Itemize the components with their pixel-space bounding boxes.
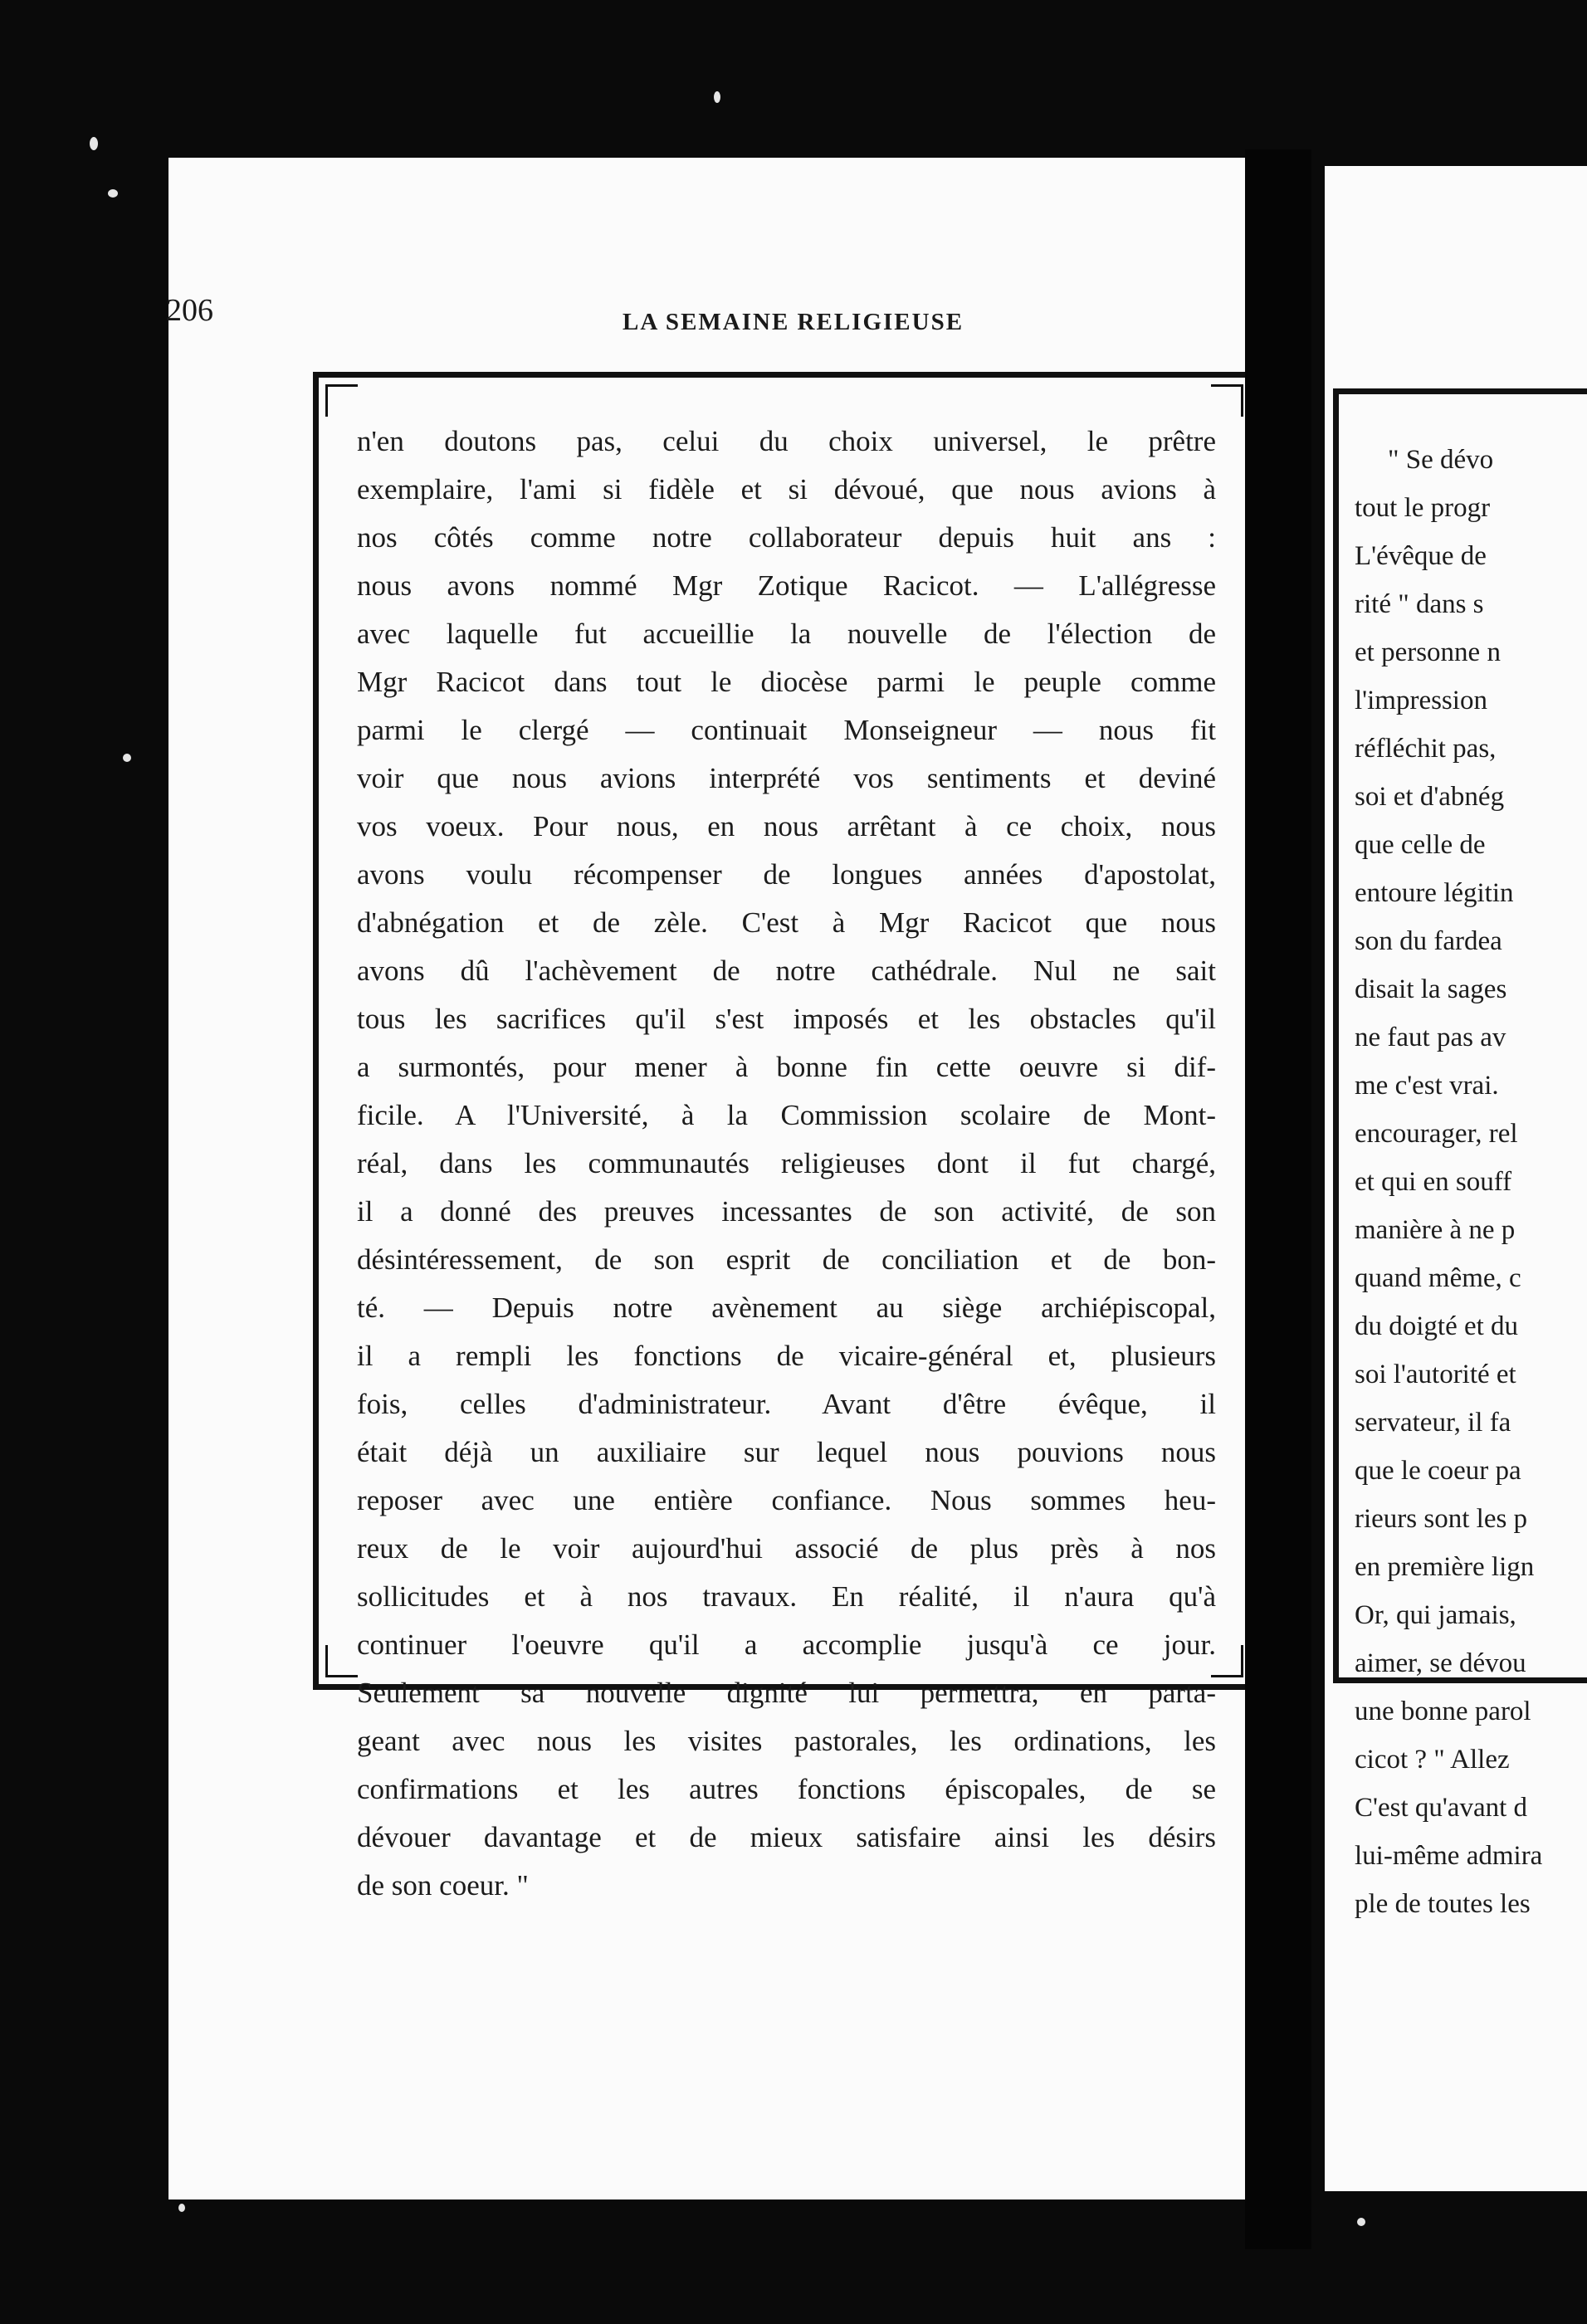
scan-speck <box>178 2204 185 2212</box>
text-line: reux de le voir aujourd'hui associé de plus près à nos <box>357 1532 1216 1565</box>
text-line: geant avec nous les visites pastorales, les ordinations, les <box>357 1725 1216 1757</box>
text-line: il a rempli les fonctions de vicaire-général et, plusieurs <box>357 1340 1216 1372</box>
text-line: ne faut pas av <box>1355 1023 1506 1052</box>
text-line: une bonne parol <box>1355 1697 1531 1726</box>
text-line: confirmations et les autres fonctions épiscopales, de se <box>357 1773 1216 1805</box>
text-line: réfléchit pas, <box>1355 734 1497 764</box>
text-line: et personne n <box>1355 637 1501 667</box>
text-line: quand même, c <box>1355 1263 1521 1293</box>
text-line: Or, qui jamais, <box>1355 1600 1516 1630</box>
text-line: L'évêque de <box>1355 541 1487 571</box>
text-line: d'abnégation et de zèle. C'est à Mgr Racicot que nous <box>357 906 1216 939</box>
text-line: tous les sacrifices qu'il s'est imposés et les obstacles qu'il <box>357 1003 1216 1035</box>
text-line: il a donné des preuves incessantes de son activité, de son <box>357 1195 1216 1228</box>
text-line: de son coeur. " <box>357 1869 529 1902</box>
text-line: soi et d'abnég <box>1355 782 1505 812</box>
text-line: que celle de <box>1355 830 1486 860</box>
text-line: avec laquelle fut accueillie la nouvelle de l'élection de <box>357 618 1216 650</box>
page-number: 206 <box>166 293 213 328</box>
text-line: " Se dévo <box>1388 445 1494 475</box>
text-line: nous avons nommé Mgr Zotique Racicot. — L'allégresse <box>357 569 1216 602</box>
text-line: fois, celles d'administrateur. Avant d'être évêque, il <box>357 1388 1216 1420</box>
text-line: réal, dans les communautés religieuses dont il fut chargé, <box>357 1147 1216 1179</box>
text-line: parmi le clergé — continuait Monseigneur — nous fit <box>357 714 1216 746</box>
text-line: que le coeur pa <box>1355 1456 1521 1486</box>
text-line: et qui en souff <box>1355 1167 1512 1197</box>
text-line: dévouer davantage et de mieux satisfaire ainsi les désirs <box>357 1821 1216 1853</box>
text-line: té. — Depuis notre avènement au siège archiépiscopal, <box>357 1291 1216 1324</box>
scan-speck <box>123 754 131 762</box>
text-line: avons voulu récompenser de longues années d'apostolat, <box>357 858 1216 891</box>
text-line: l'impression <box>1355 686 1487 715</box>
body-text <box>357 417 1216 1910</box>
text-line: nos côtés comme notre collaborateur depuis huit ans : <box>357 521 1216 554</box>
book-gutter <box>1245 149 1311 2249</box>
text-line: disait la sages <box>1355 974 1507 1004</box>
scan-speck <box>1357 2218 1365 2226</box>
text-line: avons dû l'achèvement de notre cathédrale. Nul ne sait <box>357 954 1216 987</box>
text-line: encourager, rel <box>1355 1119 1518 1149</box>
text-line: continuer l'oeuvre qu'il a accomplie jusqu'à ce jour. <box>357 1628 1216 1661</box>
frame-corner <box>1211 384 1243 417</box>
text-line: cicot ? " Allez <box>1355 1745 1510 1775</box>
text-line: aimer, se dévou <box>1355 1648 1526 1678</box>
text-line: servateur, il fa <box>1355 1408 1511 1438</box>
text-line: du doigté et du <box>1355 1311 1519 1341</box>
text-line: était déjà un auxiliaire sur lequel nous pouvions nous <box>357 1436 1216 1468</box>
text-line: vos voeux. Pour nous, en nous arrêtant à ce choix, nous <box>357 810 1216 842</box>
text-line: rieurs sont les p <box>1355 1504 1528 1534</box>
text-line: sollicitudes et à nos travaux. En réalité, il n'aura qu'à <box>357 1580 1216 1613</box>
scan-speck <box>90 137 98 150</box>
text-line: soi l'autorité et <box>1355 1360 1516 1389</box>
right-page-text <box>1355 436 1587 1928</box>
frame-corner <box>325 1645 358 1677</box>
text-line: son du fardea <box>1355 926 1502 956</box>
text-line: Seulement sa nouvelle dignité lui permettra, en parta- <box>357 1677 1216 1709</box>
text-line: lui-même admira <box>1355 1841 1543 1871</box>
text-line: n'en doutons pas, celui du choix universel, le prêtre <box>357 425 1216 457</box>
text-line: entoure légitin <box>1355 878 1514 908</box>
text-line: rité " dans s <box>1355 589 1484 619</box>
text-line: désintéressement, de son esprit de conciliation et de bon- <box>357 1243 1216 1276</box>
scan-speck <box>108 189 118 198</box>
text-line: ple de toutes les <box>1355 1889 1531 1919</box>
text-line: C'est qu'avant d <box>1355 1793 1528 1823</box>
text-line: Mgr Racicot dans tout le diocèse parmi le peuple comme <box>357 666 1216 698</box>
text-line: a surmontés, pour mener à bonne fin cette oeuvre si dif- <box>357 1051 1216 1083</box>
text-line: manière à ne p <box>1355 1215 1516 1245</box>
text-line: me c'est vrai. <box>1355 1071 1499 1101</box>
text-line: reposer avec une entière confiance. Nous sommes heu- <box>357 1484 1216 1516</box>
text-line: exemplaire, l'ami si fidèle et si dévoué, que nous avions à <box>357 473 1216 505</box>
text-line: voir que nous avions interprété vos sentiments et deviné <box>357 762 1216 794</box>
frame-corner <box>325 384 358 417</box>
text-line: tout le progr <box>1355 493 1491 523</box>
running-head: LA SEMAINE RELIGIEUSE <box>623 309 964 335</box>
scan-speck <box>714 91 720 103</box>
text-line: en première lign <box>1355 1552 1535 1582</box>
text-line: ficile. A l'Université, à la Commission scolaire de Mont- <box>357 1099 1216 1131</box>
